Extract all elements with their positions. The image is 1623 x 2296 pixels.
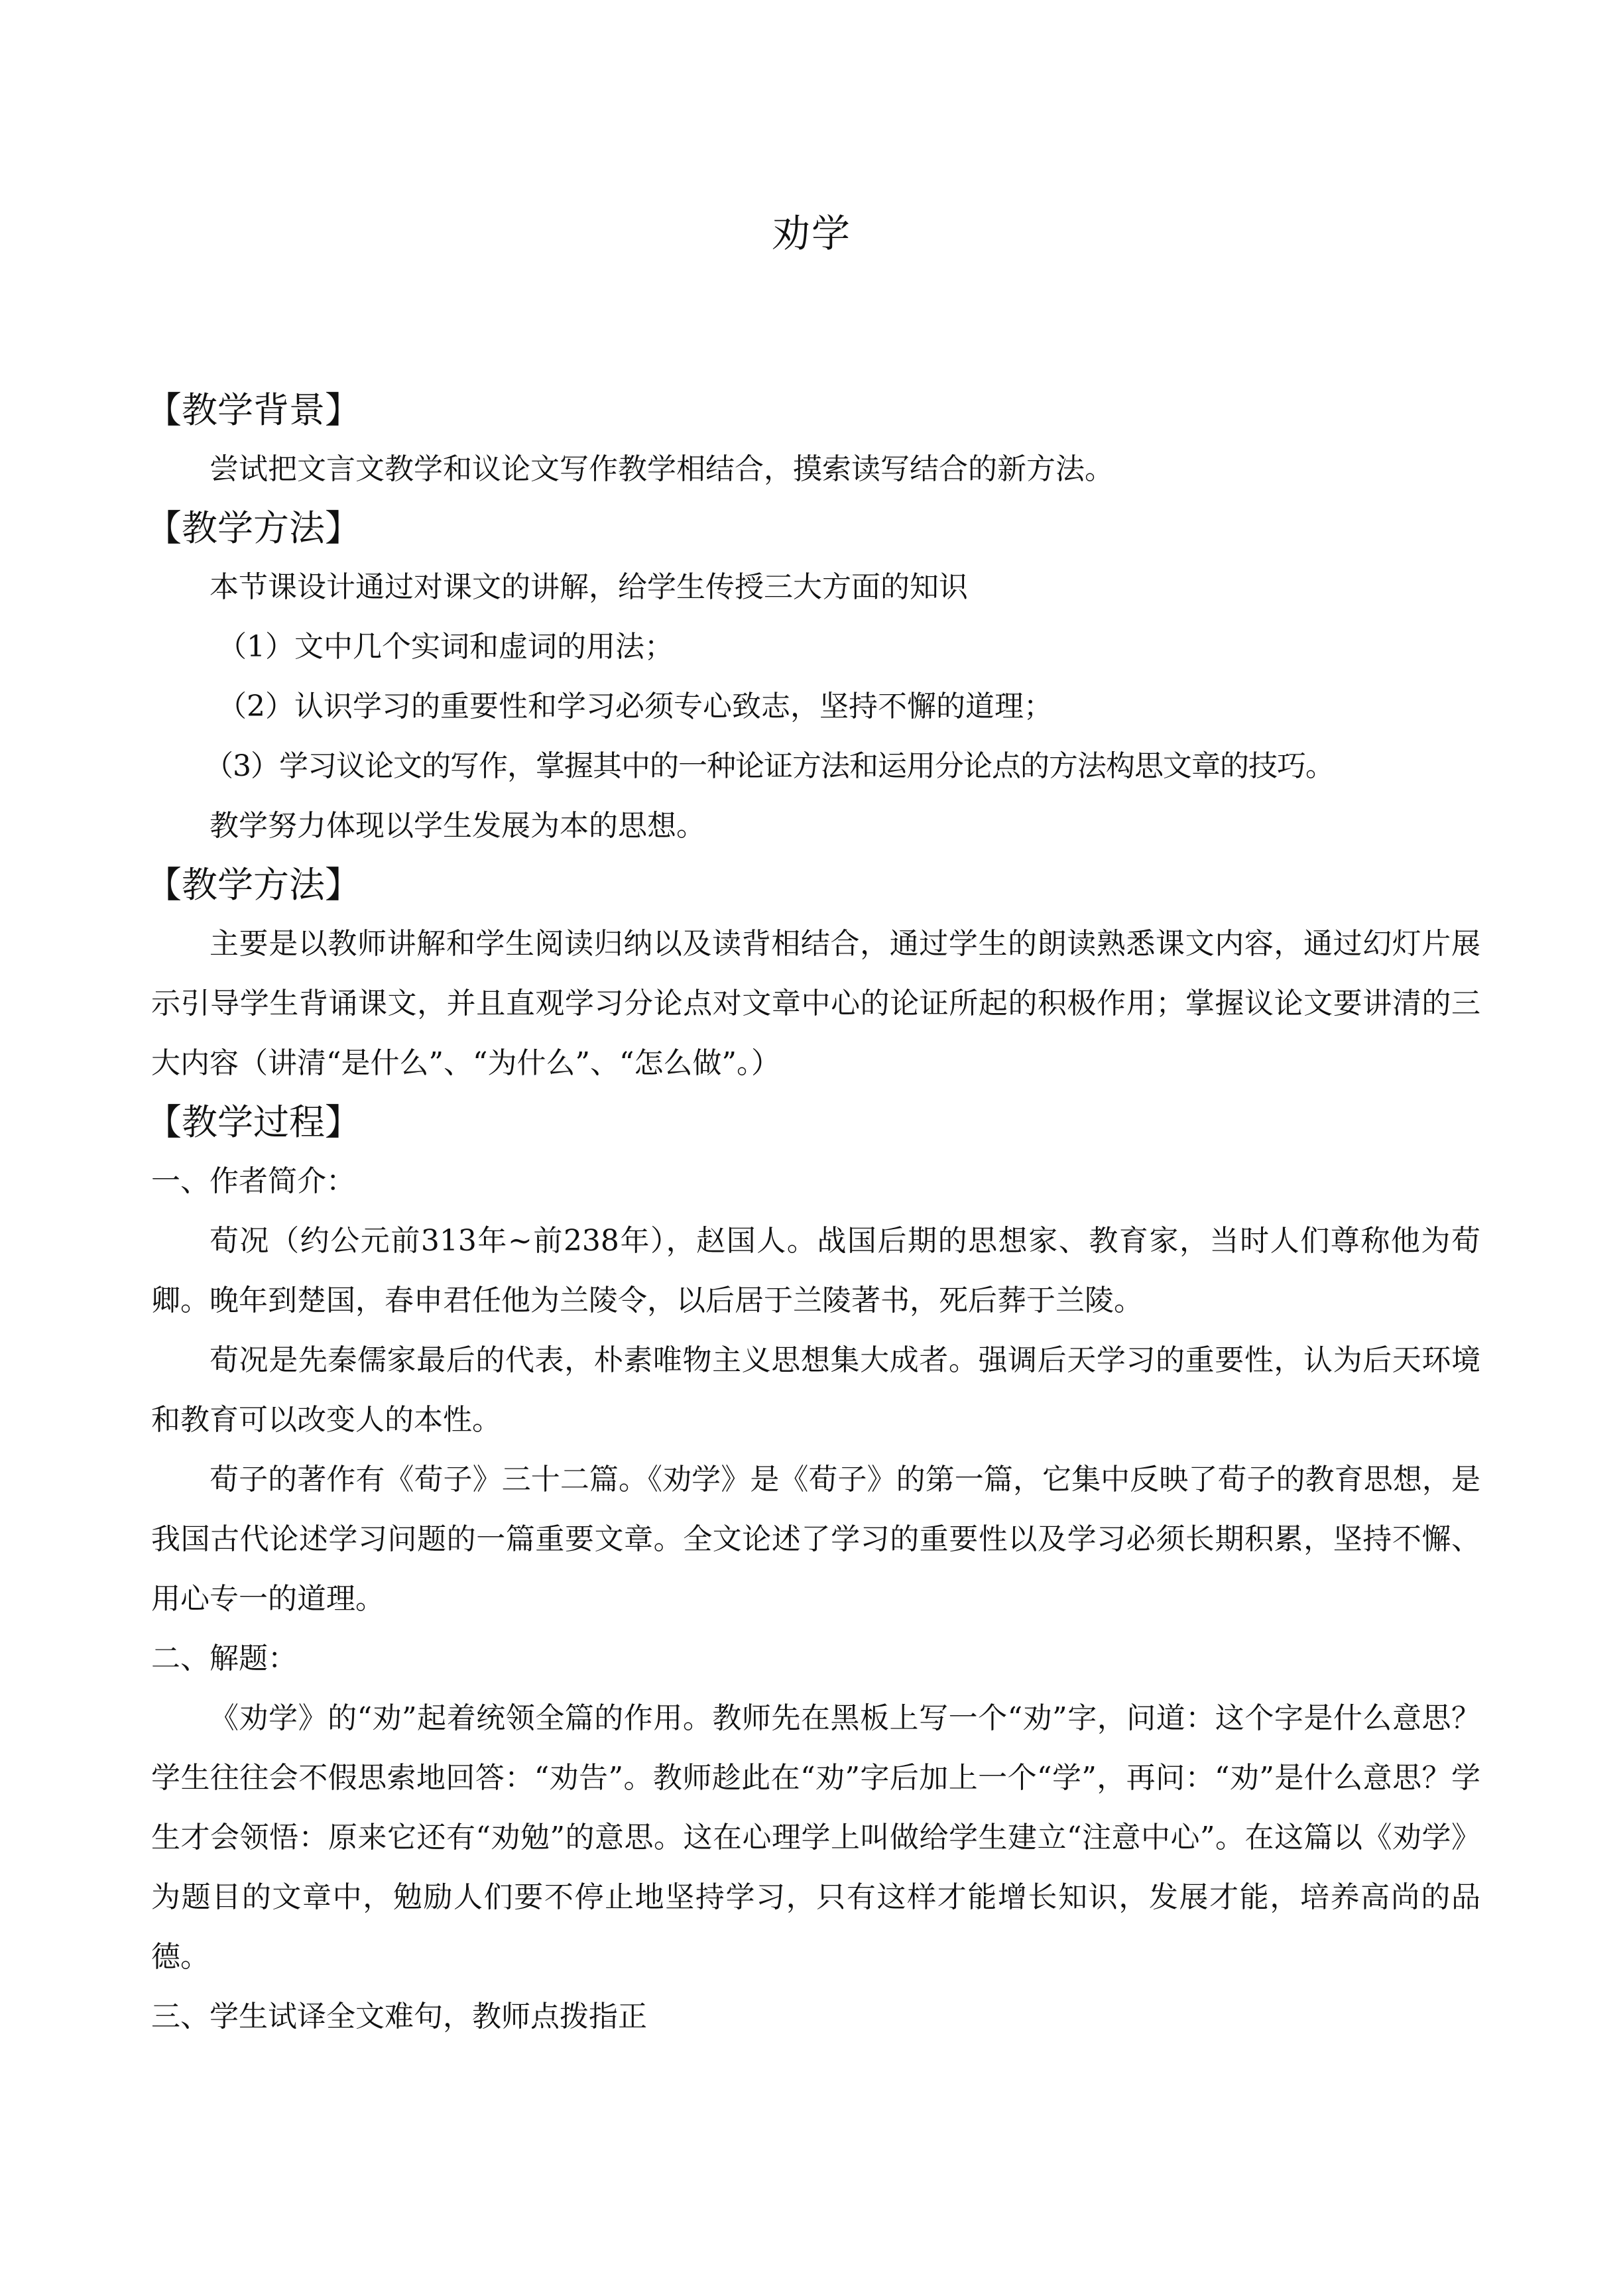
document-title: 劝学: [771, 211, 851, 256]
process-part-1-paragraph: 荀况是先秦儒家最后的代表，朴素唯物主义思想集大成者。强调后天学习的重要性，认为后天环境和教育可以改变人的本性。: [151, 1343, 1480, 1437]
method-2-text: 主要是以教师讲解和学生阅读归纳以及读背相结合，通过学生的朗读熟悉课文内容，通过幻灯片展示引导学生背诵课文，并且直观学习分论点对文章中心的论证所起的积极作用；掌握议论文要讲清的三大内容（讲清“是什么”、“为什么”、“怎么做”。）: [151, 927, 1480, 1080]
method-1-closing: 教学努力体现以学生发展为本的思想。: [210, 809, 705, 843]
section-heading-process: 【教学过程】: [146, 1101, 361, 1143]
method-1-item: （2）认识学习的重要性和学习必须专心致志，坚持不懈的道理；: [217, 690, 1053, 723]
section-heading-background: 【教学背景】: [146, 389, 361, 431]
method-1-intro: 本节课设计通过对课文的讲解，给学生传授三大方面的知识: [210, 570, 968, 604]
process-part-3-title: 三、学生试译全文难句，教师点拨指正: [151, 2000, 647, 2033]
process-part-1-title: 一、作者简介：: [151, 1164, 355, 1198]
background-text: 尝试把文言文教学和议论文写作教学相结合，摸索读写结合的新方法。: [210, 452, 1114, 486]
method-1-item: （1）文中几个实词和虚词的用法；: [217, 630, 674, 664]
method-1-item: （3）学习议论文的写作，掌握其中的一种论证方法和运用分论点的方法构思文章的技巧。: [204, 749, 1334, 783]
document-body: [146, 381, 1480, 2047]
section-heading-method-2: 【教学方法】: [146, 864, 361, 906]
section-heading-method-1: 【教学方法】: [146, 507, 361, 549]
process-part-1-paragraph: 荀子的著作有《荀子》三十二篇。《劝学》是《荀子》的第一篇，它集中反映了荀子的教育思想，是我国古代论述学习问题的一篇重要文章。全文论述了学习的重要性以及学习必须长期积累，坚持不懈、用心专一的道理。: [151, 1463, 1480, 1616]
process-part-2-title: 二、解题：: [151, 1642, 297, 1675]
process-part-2-paragraph: 《劝学》的“劝”起着统领全篇的作用。教师先在黑板上写一个“劝”字，问道：这个字是什么意思？学生往往会不假思索地回答：“劝告”。教师趁此在“劝”字后加上一个“学”，再问：“劝”是什么意思？学生才会领悟：原来它还有“劝勉”的意思。这在心理学上叫做给学生建立“注意中心”。在这篇以《劝学》为题目的文章中，勉励人们要不停止地坚持学习，只有这样才能增长知识，发展才能，培养高尚的品德。: [151, 1701, 1480, 1974]
process-part-1-paragraph: 荀况（约公元前313年~前238年），赵国人。战国后期的思想家、教育家，当时人们尊称他为荀卿。晚年到楚国，春申君任他为兰陵令，以后居于兰陵著书，死后葬于兰陵。: [151, 1224, 1480, 1317]
